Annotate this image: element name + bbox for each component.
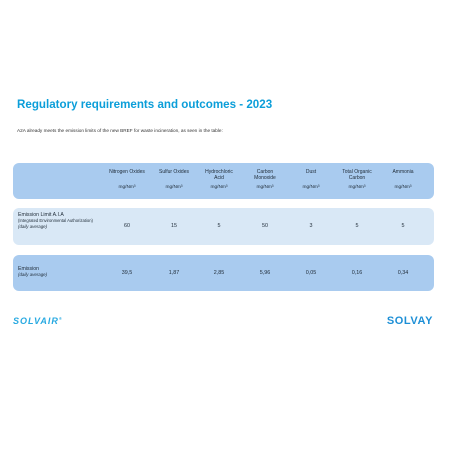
column-header-carbon-monoxide: Carbon Monoxide (254, 169, 276, 182)
table-cell: 1,87 (168, 270, 180, 276)
column-unit-carbon-monoxide: mg/Nm³ (256, 185, 274, 190)
row-label-emission-limit (18, 212, 108, 230)
table-cell: 2,85 (213, 270, 225, 276)
column-unit-nitrogen-oxides: mg/Nm³ (118, 185, 136, 190)
table-cell: 39,5 (121, 270, 133, 276)
table-cell: 0,05 (305, 270, 317, 276)
page-title: Regulatory requirements and outcomes - 2023 (17, 98, 273, 111)
column-header-hydrochloric-acid: Hydrochloric Acid (205, 169, 233, 182)
row-title: Emission (18, 266, 40, 272)
column-unit-total-organic-carbon: mg/Nm³ (348, 185, 366, 190)
solvair-logo-text: SOLVAIR (13, 316, 59, 326)
column-unit-hydrochloric-acid: mg/Nm³ (210, 185, 228, 190)
row-note: (daily average) (18, 224, 48, 229)
solvay-logo: SOLVAY (386, 315, 433, 327)
table-cell: 5 (401, 223, 405, 229)
column-unit-sulfur-oxides: mg/Nm³ (165, 185, 183, 190)
table-cell: 5 (217, 223, 221, 229)
table-cell: 60 (124, 223, 130, 229)
row-title: Emission Limit A.I.A (18, 212, 64, 218)
table-cell: 0,16 (351, 270, 363, 276)
column-header-dust: Dust (305, 169, 317, 175)
column-header-nitrogen-oxides: Nitrogen Oxides (109, 169, 145, 175)
row-label-emission (18, 266, 47, 278)
column-header-ammonia: Ammonia (392, 169, 414, 175)
column-unit-dust: mg/Nm³ (302, 185, 320, 190)
table-cell: 0,34 (397, 270, 409, 276)
solvair-logo (13, 316, 62, 326)
table-cell: 5 (355, 223, 359, 229)
row-note: (daily average) (18, 272, 48, 277)
table-cell: 5,96 (259, 270, 271, 276)
row-sublabel: (Integrated Environmental Authorization) (18, 218, 93, 223)
trademark-mark: ® (58, 316, 62, 321)
table-cell: 50 (262, 223, 268, 229)
column-header-sulfur-oxides: Sulfur Oxides (158, 169, 189, 175)
column-unit-ammonia: mg/Nm³ (394, 185, 412, 190)
column-header-total-organic-carbon: Total Organic Carbon (342, 169, 372, 182)
table-cell: 3 (309, 223, 313, 229)
intro-text: A2A already meets the emission limits of the new BREF for waste incineration, as seen in the table: (17, 128, 223, 133)
table-cell: 15 (171, 223, 177, 229)
